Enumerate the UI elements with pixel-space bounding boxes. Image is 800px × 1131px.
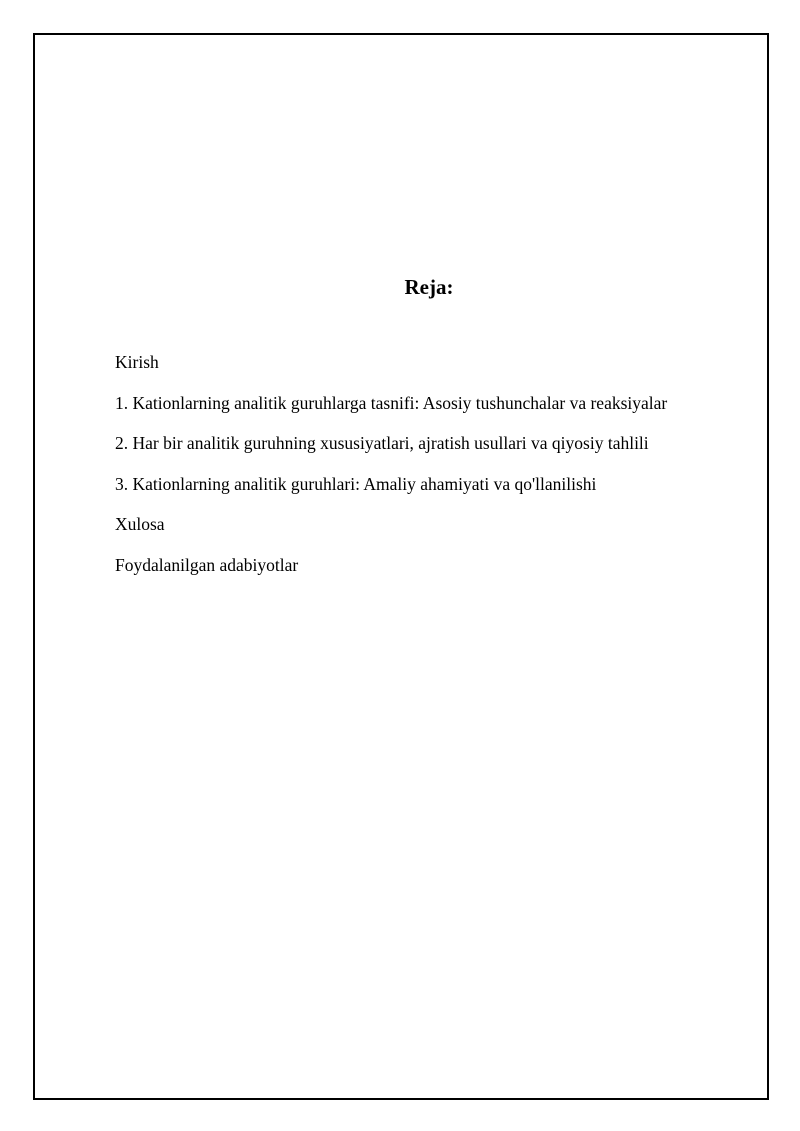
toc-item-references: Foydalanilgan adabiyotlar [115,554,299,575]
toc-item-conclusion: Xulosa [115,514,165,534]
page-title: Reja: [404,275,454,299]
table-of-contents [115,350,755,593]
toc-item-introduction: Kirish [115,352,159,372]
toc-item-chapter-3: 3. Kationlarning analitik guruhlari: Amaliy ahamiyati va qo'llanilishi [115,473,597,494]
toc-item-chapter-2: 2. Har bir analitik guruhning xususiyatlari, ajratish usullari va qiyosiy tahlili [115,433,649,453]
toc-item-chapter-1: 1. Kationlarning analitik guruhlarga tasnifi: Asosiy tushunchalar va reaksiyalar [115,392,668,413]
